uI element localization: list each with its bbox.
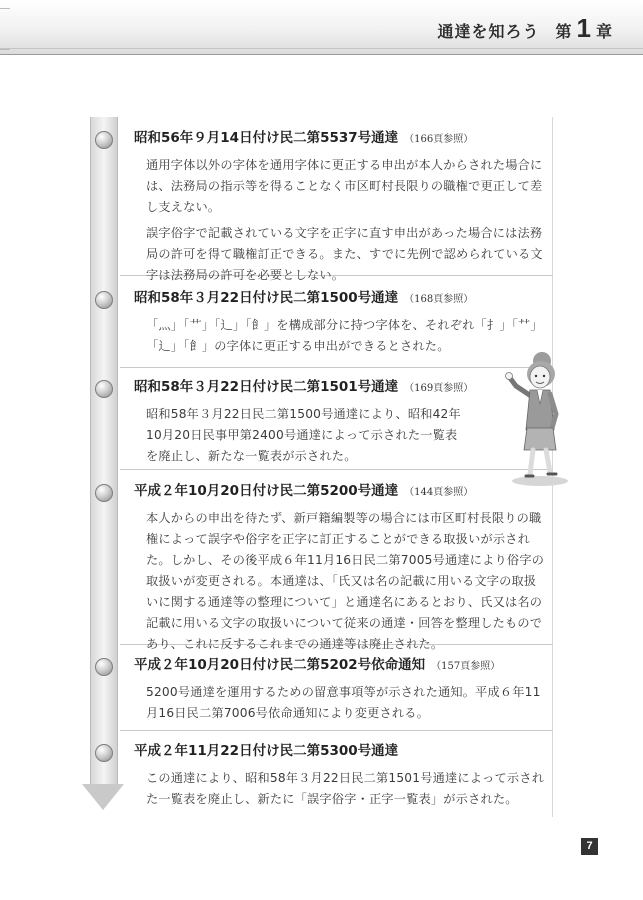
header-decoration bbox=[0, 8, 10, 50]
entry-title-text: 平成２年10月20日付け民二第5200号通達 bbox=[134, 483, 399, 499]
entry-page-ref: （168頁参照） bbox=[404, 294, 474, 305]
page-number: 7 bbox=[581, 838, 598, 855]
timeline-entry bbox=[134, 129, 548, 286]
chapter-prefix: 第 bbox=[555, 22, 572, 41]
entry-divider bbox=[120, 730, 553, 731]
entry-title bbox=[134, 742, 548, 762]
entry-title-text: 昭和58年３月22日付け民二第1501号通達 bbox=[134, 379, 399, 395]
chapter-suffix: 章 bbox=[595, 22, 613, 41]
entry-divider bbox=[120, 367, 553, 368]
entry-paragraph: この通達により、昭和58年３月22日民二第1501号通達によって示された一覧表を廃止し、新たに「誤字俗字・正字一覧表」が示された。 bbox=[146, 771, 545, 806]
timeline-entry bbox=[134, 656, 548, 724]
entry-paragraph: 5200号通達を運用するための留意事項等が示された通知。平成６年11月16日民二第7006号依命通知により変更される。 bbox=[146, 685, 541, 720]
entry-paragraph: 「⺣」「⺾」「辶」「飠」を構成部分に持つ字体を、それぞれ「⺘」「⺿」「辶」「飠」の字体に更正する申出ができるとされた。 bbox=[146, 318, 543, 353]
entry-title bbox=[134, 656, 548, 676]
entry-title bbox=[134, 289, 548, 309]
woman-illustration bbox=[500, 348, 576, 488]
timeline-bullet-icon bbox=[95, 131, 113, 149]
timeline-arrow-head bbox=[82, 784, 124, 810]
entry-page-ref: （157頁参照） bbox=[431, 661, 501, 672]
chapter-number: 1 bbox=[576, 13, 591, 43]
section-title: 通達を知ろう bbox=[437, 22, 540, 41]
entry-title bbox=[134, 129, 548, 149]
entry-title-text: 昭和56年９月14日付け民二第5537号通達 bbox=[134, 130, 399, 146]
timeline-entry bbox=[134, 289, 548, 357]
timeline-entry bbox=[134, 482, 548, 655]
entry-page-ref: （166頁参照） bbox=[404, 134, 474, 145]
timeline-entry bbox=[134, 378, 474, 467]
entry-title-text: 平成２年10月20日付け民二第5202号依命通知 bbox=[134, 657, 426, 673]
timeline-bullet-icon bbox=[95, 380, 113, 398]
entry-title-text: 平成２年11月22日付け民二第5300号通達 bbox=[134, 743, 399, 759]
page-header bbox=[0, 0, 643, 55]
timeline-arrow-shaft bbox=[90, 117, 118, 785]
entry-paragraph: 本人からの申出を待たず、新戸籍編製等の場合には市区町村長限りの職権によって誤字や俗字を正字に訂正することができる取扱いが示された。しかし、その後平成６年11月16日民二第7005号通達により俗字の取扱いが変更される。本通達は、「氏又は名の記載に用いる文字の取扱いに関する通達等の整理について」と通達名にあるとおり、氏又は名の記載に用いる文字の取扱いについて従来の通達・回答を整理したものであり、これに反するこれまでの通達等は廃止された。 bbox=[146, 511, 545, 651]
entry-title bbox=[134, 378, 474, 398]
timeline-bullet-icon bbox=[95, 484, 113, 502]
timeline-bullet-icon bbox=[95, 744, 113, 762]
entry-page-ref: （144頁参照） bbox=[404, 487, 474, 498]
entry-title-text: 昭和58年３月22日付け民二第1500号通達 bbox=[134, 290, 399, 306]
timeline-bullet-icon bbox=[95, 291, 113, 309]
entry-paragraph: 昭和58年３月22日民二第1500号通達により、昭和42年10月20日民事甲第2400号通達によって示された一覧表を廃止し、新たな一覧表が示された。 bbox=[146, 407, 461, 463]
timeline-bullet-icon bbox=[95, 658, 113, 676]
entry-paragraph: 誤字俗字で記載されている文字を正字に直す申出があった場合には法務局の許可を得て職権訂正できる。また、すでに先例で認められている文字は法務局の許可を必要としない。 bbox=[146, 226, 543, 282]
timeline-entry bbox=[134, 742, 548, 810]
entry-page-ref: （169頁参照） bbox=[404, 383, 474, 394]
entry-title bbox=[134, 482, 548, 502]
entry-paragraph: 通用字体以外の字体を通用字体に更正する申出が本人からされた場合には、法務局の指示等を得ることなく市区町村長限りの職権で更正して差し支えない。 bbox=[146, 158, 543, 214]
entry-divider bbox=[120, 469, 553, 470]
chapter-heading bbox=[437, 13, 613, 46]
